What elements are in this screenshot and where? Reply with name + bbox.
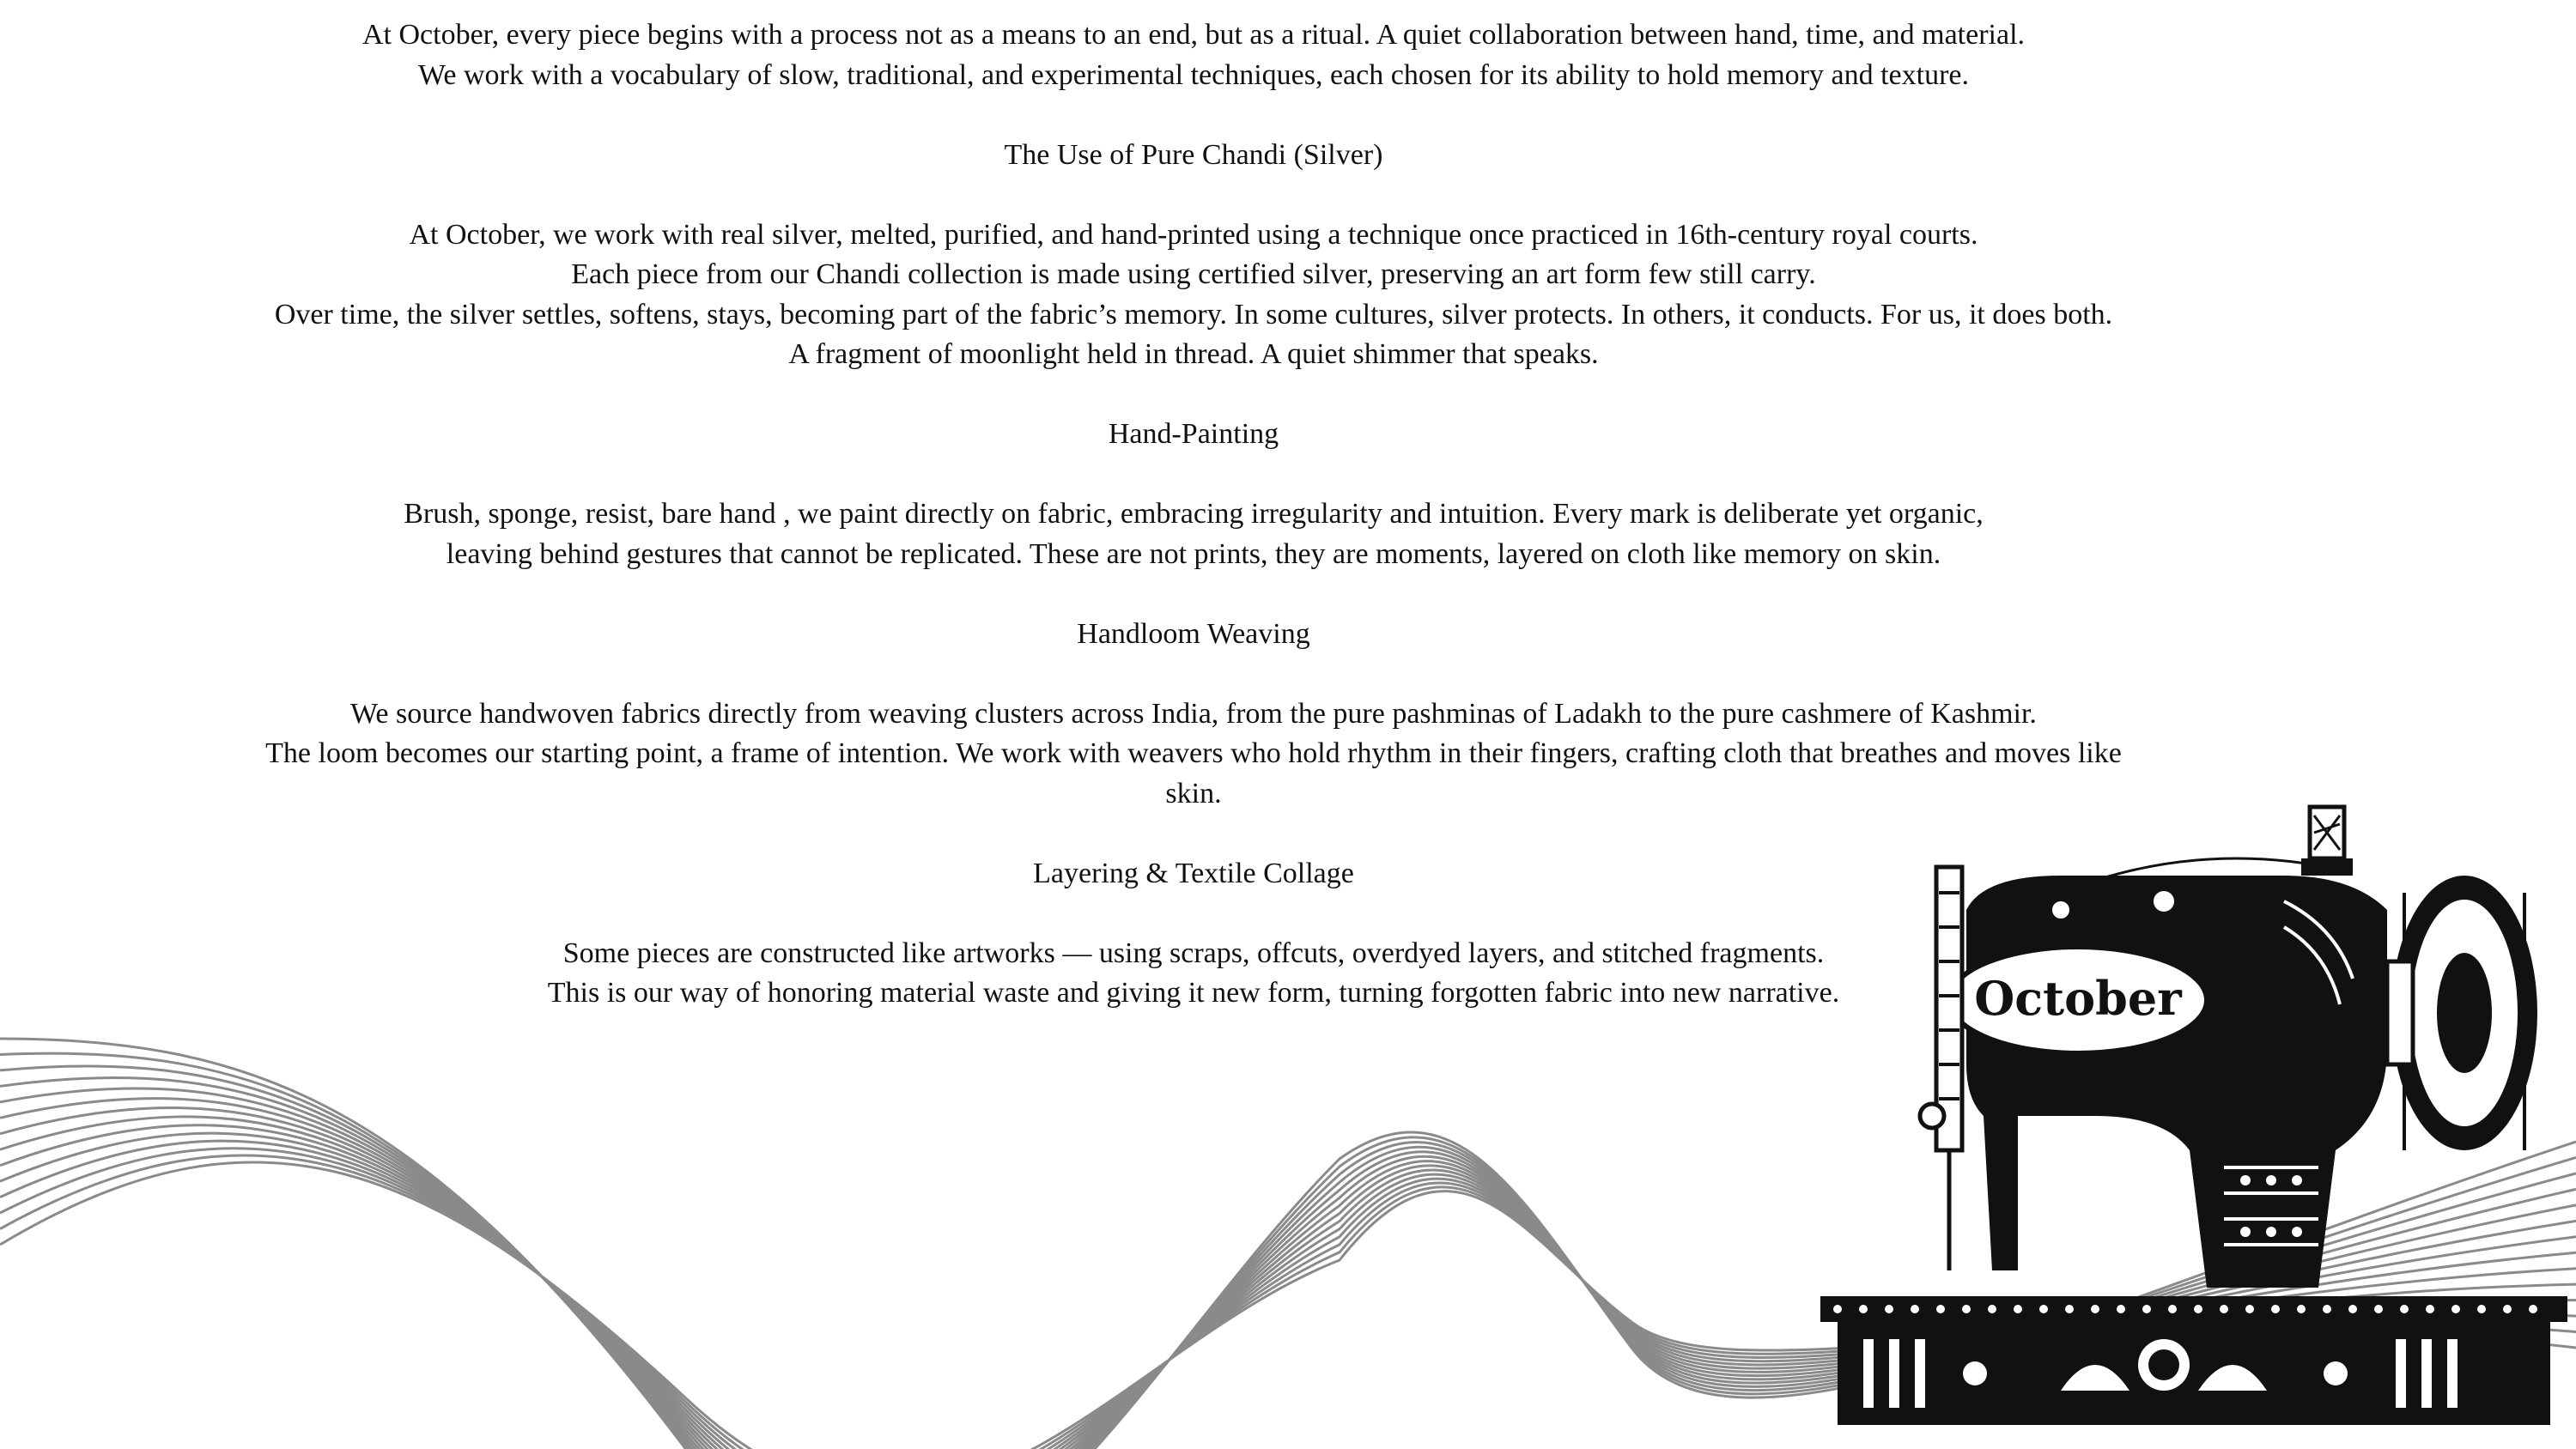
layering-line-1: Some pieces are constructed like artworks — using scraps, offcuts, overdyed layers, and stitched fragments.	[562, 937, 1825, 969]
heading-layering: Layering & Textile Collage	[1033, 857, 1354, 889]
layering-line-2: This is our way of honoring material waste and giving it new form, turning forgotten fabric into new narrative.	[547, 977, 1840, 1009]
intro-line-1: At October, every piece begins with a process not as a means to an end, but as a ritual. A quiet collaboration between hand, time, and material.	[361, 19, 2026, 51]
machine-brand-label: October	[1974, 971, 2182, 1026]
hand-painting-line-2: leaving behind gestures that cannot be replicated. These are not prints, they are moments, layered on cloth like memory on skin.	[446, 537, 1941, 570]
heading-hand-painting: Hand-Painting	[1108, 418, 1279, 450]
chandi-line-2: Each piece from our Chandi collection is made using certified silver, preserving an art form few still carry.	[571, 258, 1816, 290]
machine-handwheel	[2387, 876, 2537, 1150]
heading-chandi: The Use of Pure Chandi (Silver)	[1004, 138, 1383, 171]
handloom-line-2: The loom becomes our starting point, a frame of intention. We work with weavers who hold rhythm in their fingers, crafting cloth that breathes and moves like skin.	[265, 737, 2122, 809]
techniques-text	[249, 15, 2138, 1014]
intro-line-2: We work with a vocabulary of slow, traditional, and experimental techniques, each chosen for its ability to hold memory and texture.	[418, 58, 1969, 91]
hand-painting-line-1: Brush, sponge, resist, bare hand , we paint directly on fabric, embracing irregularity and intuition. Every mark is deliberate yet organic,	[404, 498, 1984, 530]
handloom-line-1: We source handwoven fabrics directly from weaving clusters across India, from the pure pashminas of Ladakh to the pure cashmere of Kashmir.	[350, 697, 2037, 730]
chandi-line-4: A fragment of moonlight held in thread. A quiet shimmer that speaks.	[788, 338, 1599, 370]
machine-base	[1820, 1296, 2567, 1425]
heading-handloom: Handloom Weaving	[1077, 617, 1310, 650]
chandi-line-1: At October, we work with real silver, melted, purified, and hand-printed using a technique once practiced in 16th-century royal courts.	[409, 218, 1978, 251]
chandi-line-3: Over time, the silver settles, softens, stays, becoming part of the fabric’s memory. In some cultures, silver protects. In others, it conducts. For us, it does both.	[274, 298, 2113, 330]
